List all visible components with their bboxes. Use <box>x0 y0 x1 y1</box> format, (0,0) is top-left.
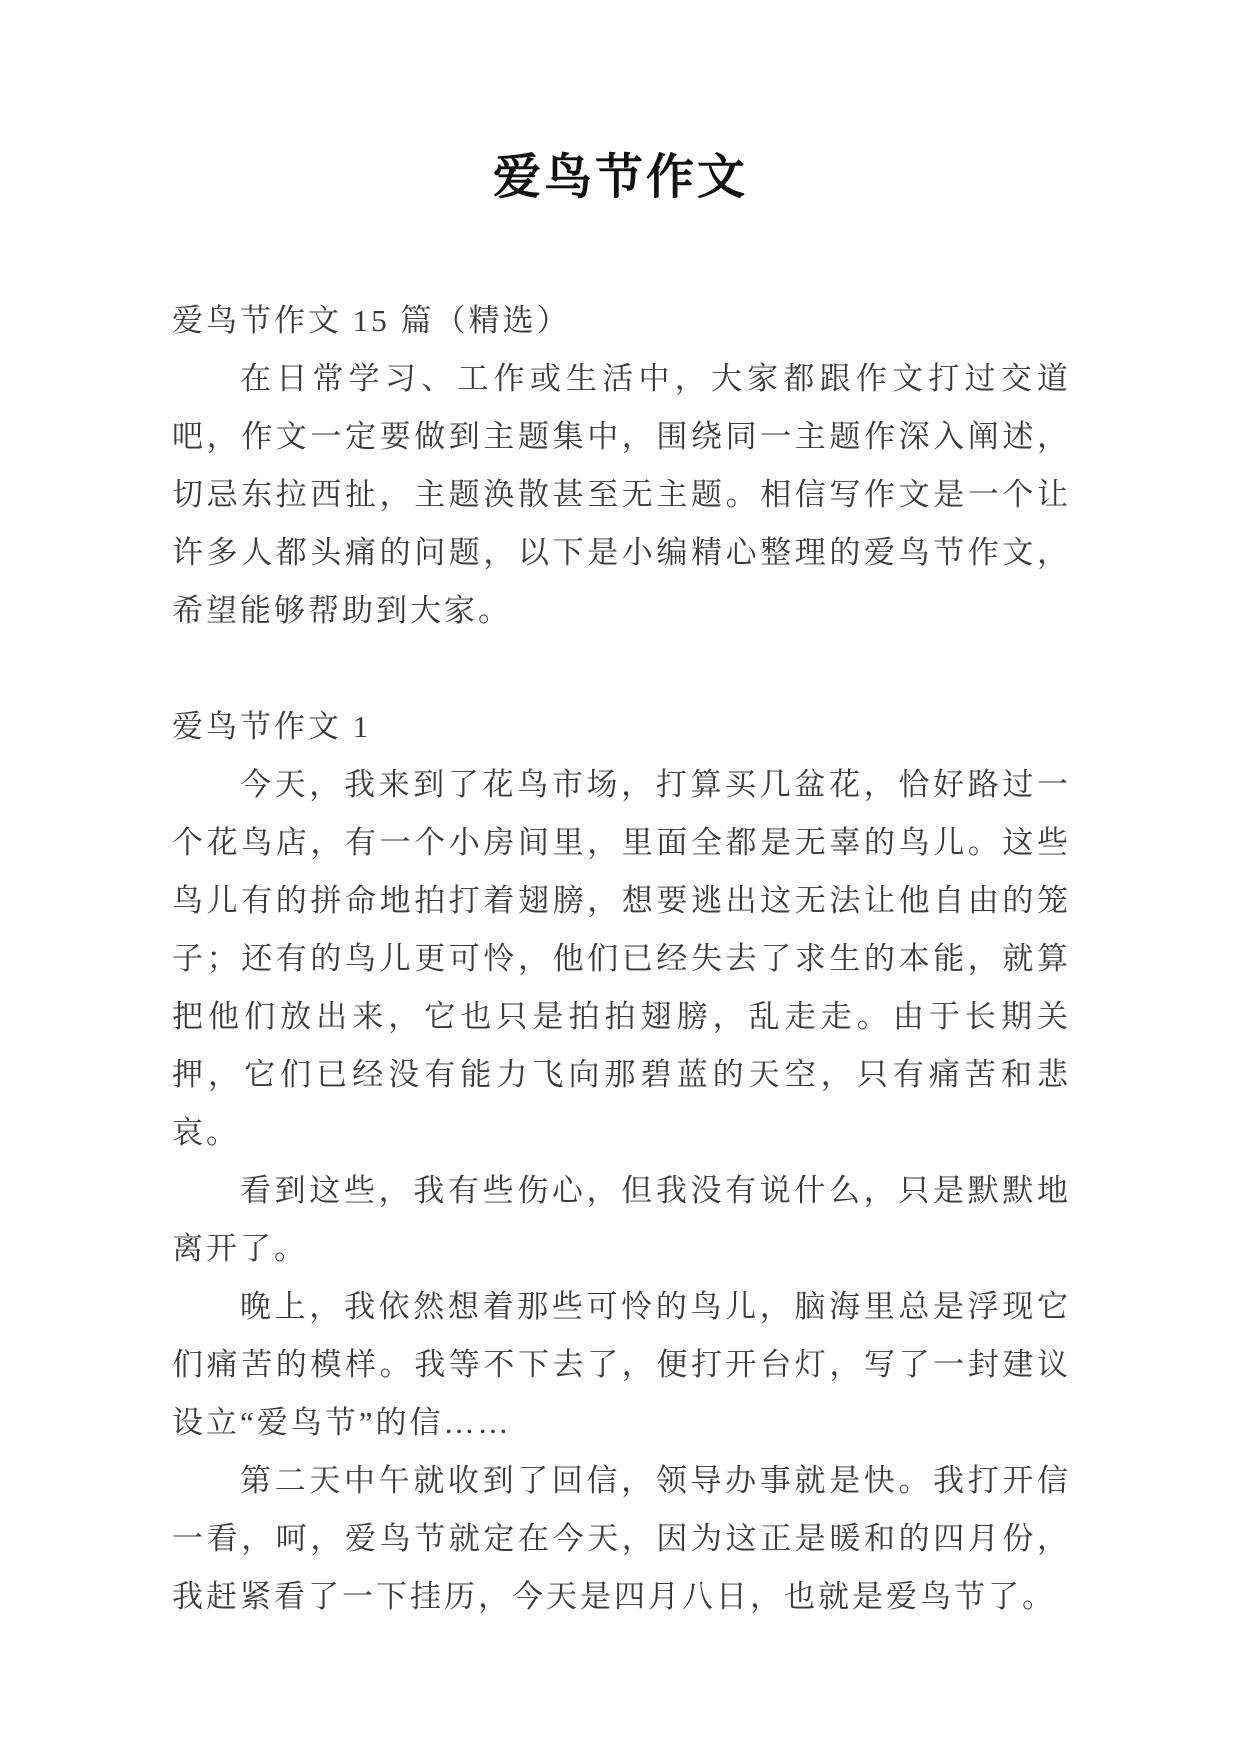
essay-paragraph-1: 今天，我来到了花鸟市场，打算买几盆花，恰好路过一个花鸟店，有一个小房间里，里面全都是无辜的鸟儿。这些鸟儿有的拼命地拍打着翅膀，想要逃出这无法让他自由的笼子；还有的鸟儿更可怜，他们已经失去了求生的本能，就算把他们放出来，它也只是拍拍翅膀，乱走走。由于长期关押，它们已经没有能力飞向那碧蓝的天空，只有痛苦和悲哀。 <box>172 767 1071 1150</box>
section-heading: 爱鸟节作文 1 <box>172 709 372 744</box>
essay-paragraph-4: 第二天中午就收到了回信，领导办事就是快。我打开信一看，呵，爱鸟节就定在今天，因为这正是暖和的四月份，我赶紧看了一下挂历，今天是四月八日，也就是爱鸟节了。 <box>172 1463 1071 1614</box>
document-body <box>172 292 1071 1626</box>
meta-line: 爱鸟节作文 15 篇（精选） <box>172 303 571 338</box>
essay-paragraph-2: 看到这些，我有些伤心，但我没有说什么，只是默默地离开了。 <box>172 1173 1071 1266</box>
intro-paragraph: 在日常学习、工作或生活中，大家都跟作文打过交道吧，作文一定要做到主题集中，围绕同一主题作深入阐述，切忌东拉西扯，主题涣散甚至无主题。相信写作文是一个让许多人都头痛的问题，以下是小编精心整理的爱鸟节作文，希望能够帮助到大家。 <box>172 361 1071 628</box>
document-title: 爱鸟节作文 <box>492 151 748 204</box>
blank-line <box>172 640 1071 698</box>
essay-paragraph-3: 晚上，我依然想着那些可怜的鸟儿，脑海里总是浮现它们痛苦的模样。我等不下去了，便打开台灯，写了一封建议设立“爱鸟节”的信…… <box>172 1289 1071 1440</box>
